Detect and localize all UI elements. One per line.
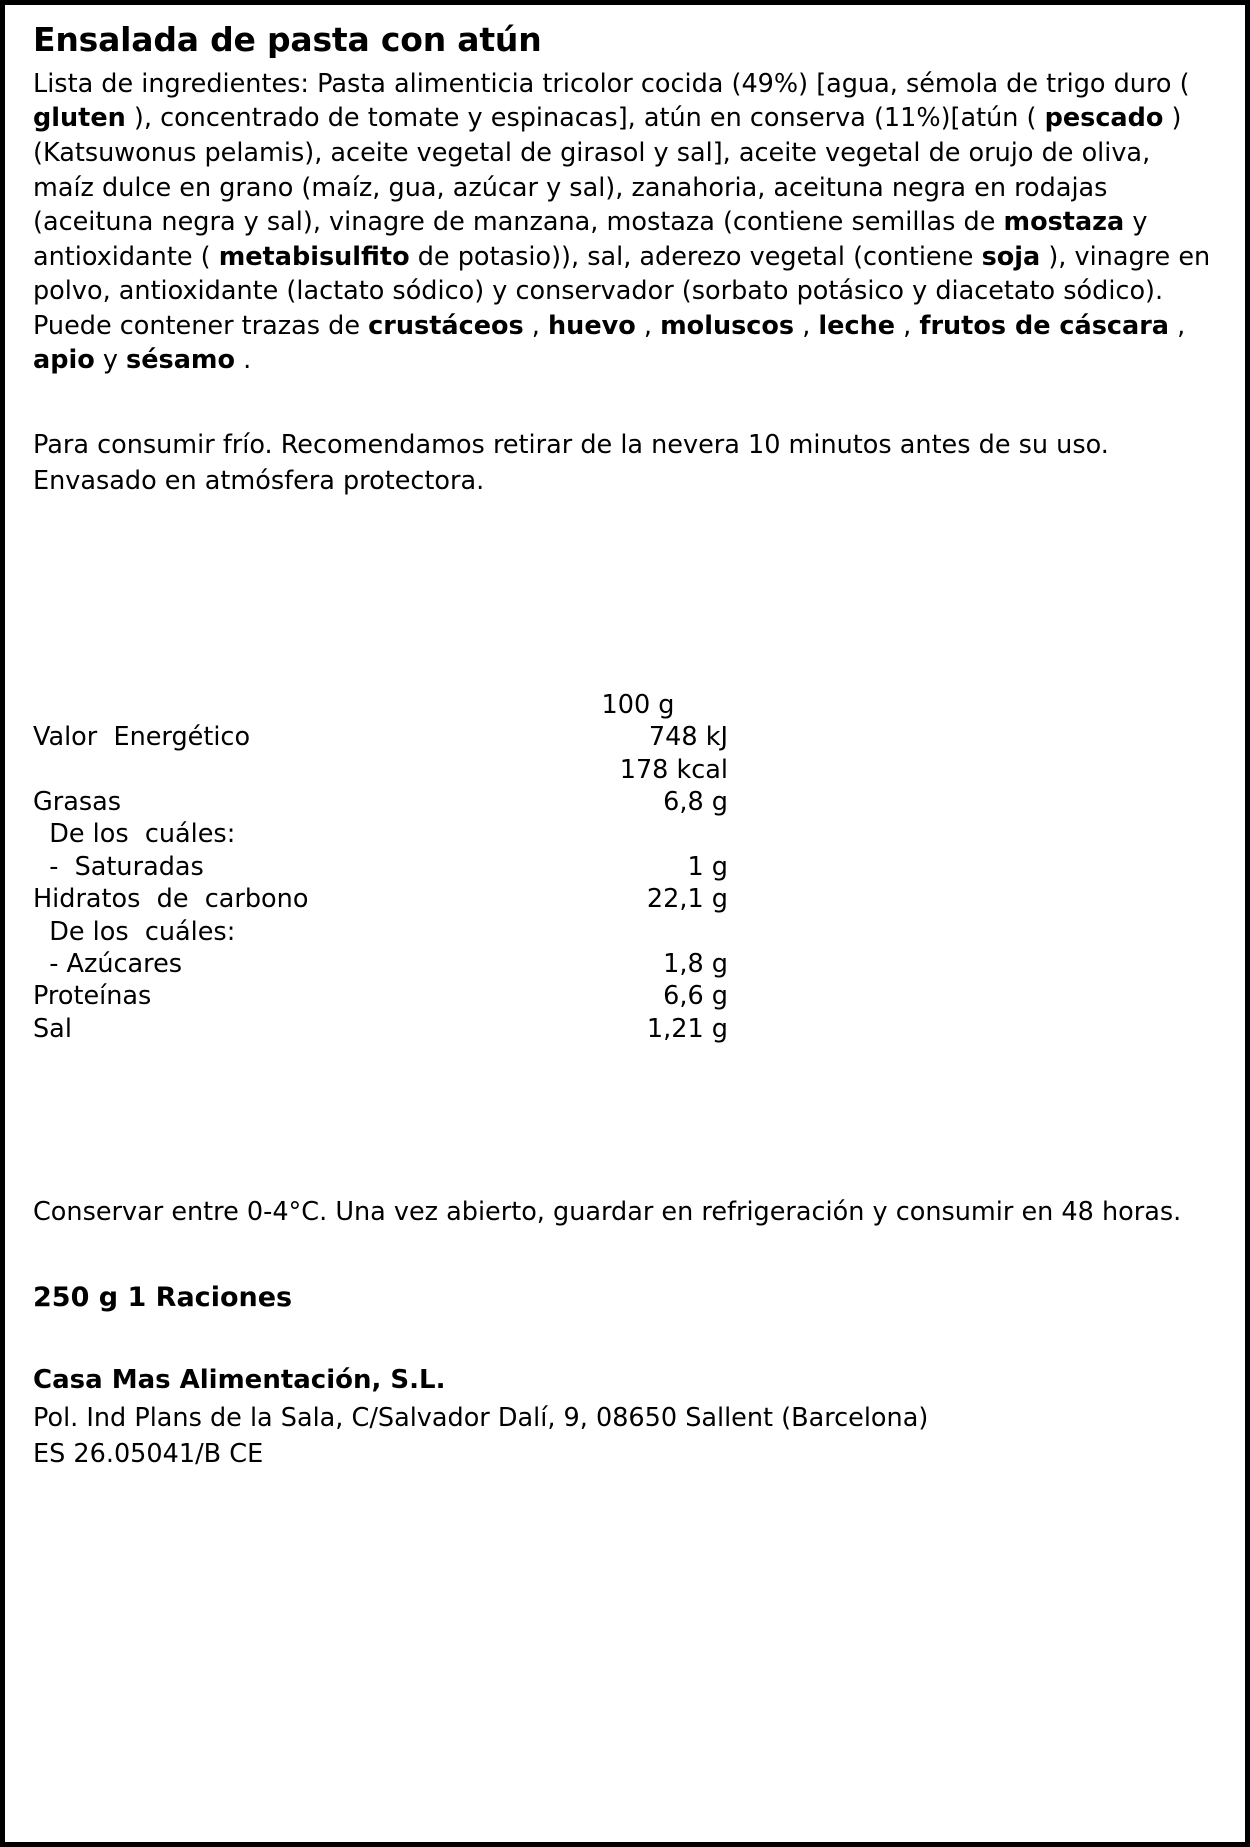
nutrition-label: Proteínas xyxy=(33,981,152,1012)
ingredients-text-1: Lista de ingredientes: Pasta alimenticia tricolor cocida (49%) [agua, sémola de trigo duro ( xyxy=(33,68,1190,99)
separator-7: . xyxy=(235,345,252,376)
table-row xyxy=(33,948,823,980)
storage-instructions: Conservar entre 0-4°C. Una vez abierto, guardar en refrigeración y consumir en 48 horas. xyxy=(33,1197,1182,1228)
company-address: Pol. Ind Plans de la Sala, C/Salvador Dalí, 9, 08650 Sallent (Barcelona) xyxy=(33,1402,929,1433)
allergen-crustaceos: crustáceos xyxy=(368,310,524,341)
nutrition-table xyxy=(33,689,823,1045)
separator-5: , xyxy=(1168,310,1186,341)
ingredients-text-2: ), concentrado de tomate y espinacas], atún en conserva (11%)[atún ( xyxy=(125,103,1045,134)
table-row xyxy=(33,883,823,915)
separator-2: , xyxy=(635,310,661,341)
allergen-frutos-de-cascara: frutos de cáscara xyxy=(919,310,1169,341)
allergen-soja: soja xyxy=(981,241,1041,272)
nutrition-label: De los cuáles: xyxy=(33,819,236,850)
allergen-pescado: pescado xyxy=(1044,103,1164,134)
nutrition-label: De los cuáles: xyxy=(33,916,236,947)
allergen-gluten: gluten xyxy=(33,103,126,134)
usage-line-2: Envasado en atmósfera protectora. xyxy=(33,466,485,497)
nutrition-value: 6,8 g xyxy=(663,787,728,818)
table-row xyxy=(33,1013,823,1045)
nutrition-value: 1,8 g xyxy=(663,948,728,979)
ingredients-text-4: y antioxidante ( xyxy=(33,207,1148,272)
allergen-apio: apio xyxy=(33,345,95,376)
separator-1: , xyxy=(523,310,549,341)
allergen-moluscos: moluscos xyxy=(660,310,795,341)
nutrition-value: 22,1 g xyxy=(646,884,728,915)
nutrition-value: 1,21 g xyxy=(646,1013,728,1044)
nutrition-value: 1 g xyxy=(687,851,728,882)
ingredients-text-3: ) (Katsuwonus pelamis), aceite vegetal de girasol y sal], aceite vegetal de orujo de oliva, maíz dulce en grano (maíz, gua, azúcar y sal), zanahoria, aceituna negra en rodajas (aceituna negra y sal), vinagre de manzana, mostaza (contiene semillas de xyxy=(33,103,1182,238)
usage-line-1: Para consumir frío. Recomendamos retirar de la nevera 10 minutos antes de su uso. xyxy=(33,429,1109,460)
table-row xyxy=(33,916,823,948)
ingredients-text-5: de potasio)), sal, aderezo vegetal (contiene xyxy=(409,241,982,272)
nutrition-label: Grasas xyxy=(33,787,122,818)
table-row xyxy=(33,721,823,753)
separator-4: , xyxy=(895,310,920,341)
nutrition-column-header: 100 g xyxy=(601,689,675,720)
nutrition-value: 748 kJ xyxy=(648,722,728,753)
table-row xyxy=(33,851,823,883)
nutrition-label: - Azúcares xyxy=(33,948,183,979)
ingredients-paragraph xyxy=(33,67,1213,378)
net-weight-servings: 250 g 1 Raciones xyxy=(33,1281,293,1313)
allergen-huevo: huevo xyxy=(548,310,636,341)
allergen-sesamo: sésamo xyxy=(126,345,235,376)
nutrition-label: Hidratos de carbono xyxy=(33,884,309,915)
company-name: Casa Mas Alimentación, S.L. xyxy=(33,1364,446,1395)
table-row xyxy=(33,786,823,818)
usage-instructions xyxy=(33,428,1203,499)
ingredients-text-6: ), vinagre en polvo, antioxidante (lactato sódico) y conservador (sorbato potásico y diacetato sódico). Puede contener trazas de xyxy=(33,241,1211,341)
allergen-metabisulfito: metabisulfito xyxy=(218,241,410,272)
table-row xyxy=(33,754,823,786)
page-title: Ensalada de pasta con atún xyxy=(33,20,542,59)
allergen-leche: leche xyxy=(818,310,896,341)
separator-6: y xyxy=(94,345,127,376)
nutrition-value: 6,6 g xyxy=(663,981,728,1012)
nutrition-label: Sal xyxy=(33,1013,72,1044)
nutrition-label: Valor Energético xyxy=(33,722,251,753)
table-row xyxy=(33,980,823,1012)
allergen-mostaza: mostaza xyxy=(1003,207,1125,238)
separator-3: , xyxy=(794,310,819,341)
registration-number: ES 26.05041/B CE xyxy=(33,1438,264,1469)
nutrition-value: 178 kcal xyxy=(619,754,728,785)
table-row xyxy=(33,818,823,850)
nutrition-label: - Saturadas xyxy=(33,851,204,882)
nutrition-header-row xyxy=(33,689,823,721)
